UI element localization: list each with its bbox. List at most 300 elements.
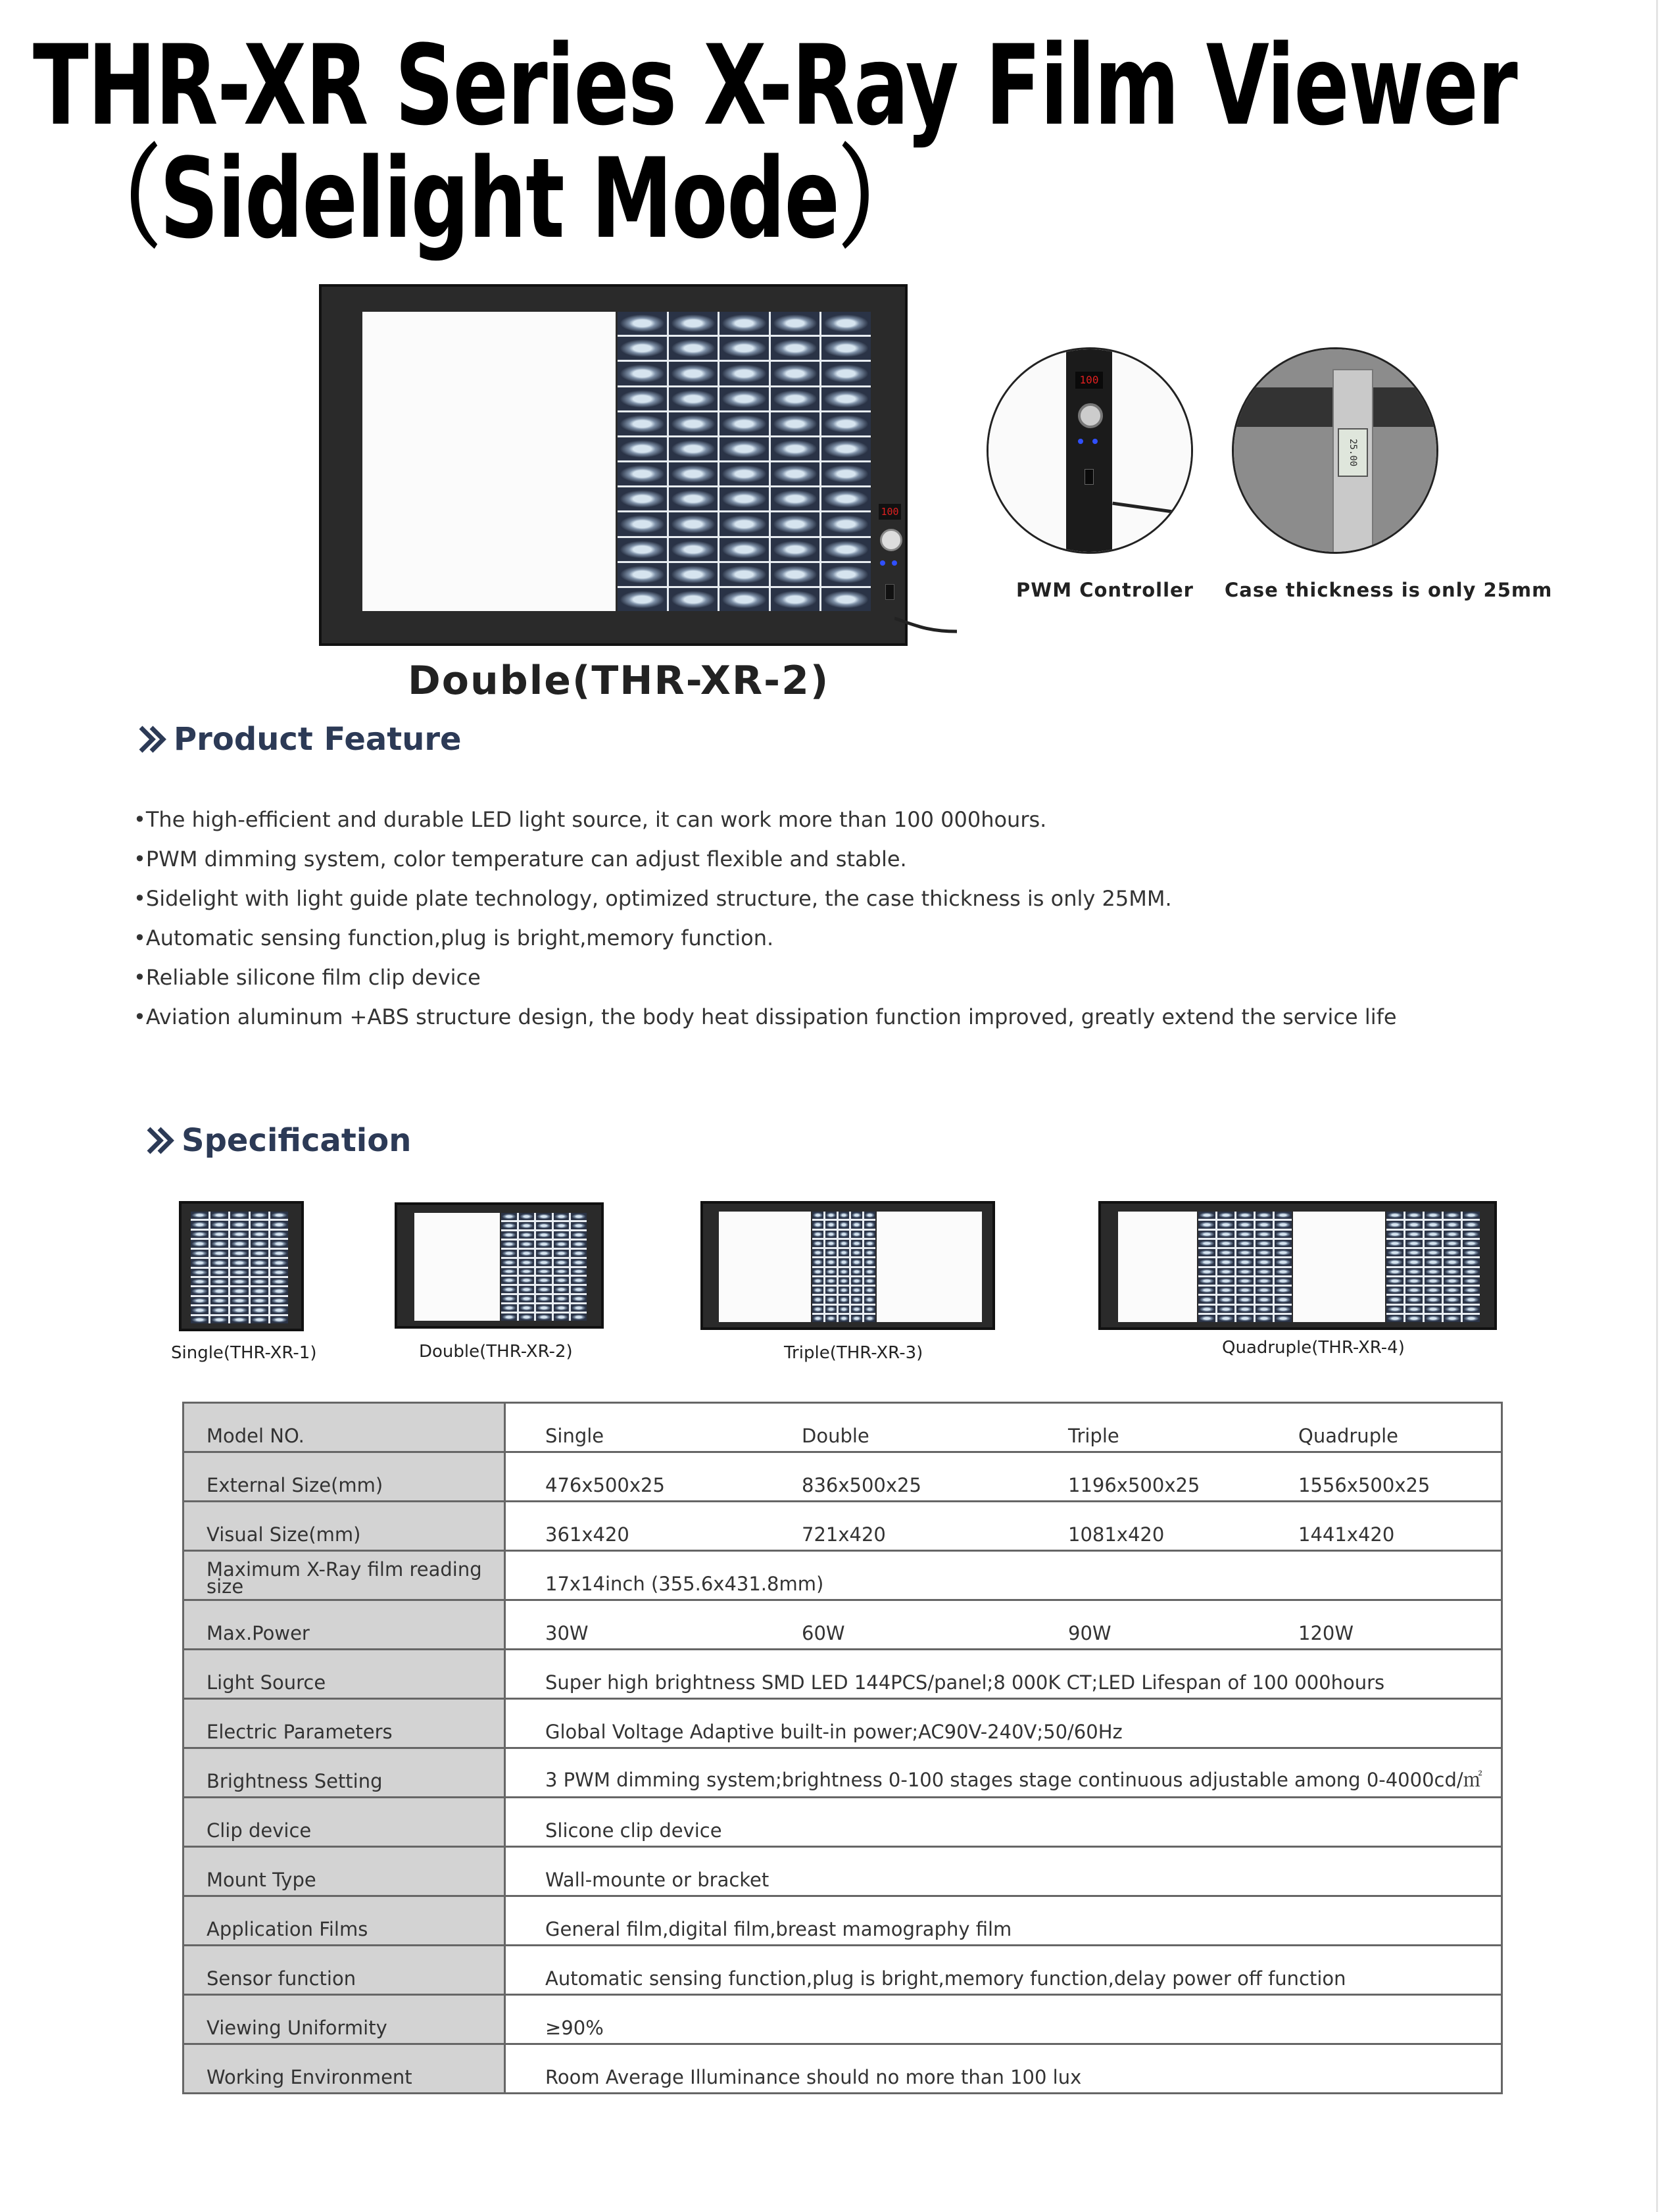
film-frame: [1425, 1221, 1442, 1228]
film-frame: [1217, 1268, 1234, 1275]
power-cord: [894, 605, 960, 645]
film-frame: [825, 1221, 837, 1228]
film-frame: [251, 1287, 268, 1294]
film-frame: [864, 1231, 875, 1238]
film-frame: [536, 1259, 552, 1266]
film-frame: [864, 1258, 875, 1266]
spec-value-cell: [505, 1502, 1502, 1551]
feature-item: •Reliable silicone film clip device: [134, 965, 481, 990]
spec-value: 721x420: [802, 1523, 886, 1546]
spec-value: 476x500x25: [545, 1474, 665, 1496]
film-frame: [251, 1297, 268, 1304]
spec-value: 836x500x25: [802, 1474, 921, 1496]
film-frame: [669, 512, 718, 535]
film-frame: [1236, 1231, 1254, 1238]
film-frame: [812, 1231, 823, 1238]
film-frame: [618, 512, 667, 535]
spec-label: External Size(mm): [183, 1452, 505, 1502]
pwm-controller-image: [987, 347, 1193, 554]
film-frame: [720, 437, 769, 460]
film-frame: [519, 1314, 535, 1321]
film-frame: [851, 1315, 862, 1322]
model-double-image: [395, 1202, 604, 1329]
film-frame: [501, 1295, 517, 1302]
film-frame: [519, 1286, 535, 1293]
film-frame: [210, 1287, 228, 1294]
spec-value: General film,digital film,breast mamography film: [545, 1918, 1012, 1940]
model-triple-image: [700, 1201, 995, 1330]
film-frame: [1444, 1315, 1461, 1322]
film-frame: [1386, 1231, 1404, 1238]
film-frame: [720, 588, 769, 611]
film-frame: [210, 1240, 228, 1247]
film-frame: [825, 1231, 837, 1238]
film-frame: [1217, 1315, 1234, 1322]
film-frame: [1425, 1287, 1442, 1294]
film-frame: [1236, 1249, 1254, 1256]
film-frame: [618, 362, 667, 385]
film-frame: [851, 1258, 862, 1266]
spec-value: Double: [802, 1425, 869, 1447]
film-frame: [1198, 1231, 1215, 1238]
model-quadruple-image: [1098, 1201, 1497, 1330]
film-frame: [251, 1221, 268, 1228]
product-feature-heading: [138, 721, 462, 758]
film-frame: [554, 1222, 570, 1229]
specification-heading: [146, 1122, 411, 1159]
spec-value-cell: [505, 1847, 1502, 1896]
film-frame: [501, 1213, 517, 1220]
film-frame: [536, 1286, 552, 1293]
spec-label: Clip device: [183, 1798, 505, 1847]
film-frame: [839, 1268, 850, 1275]
film-frame: [1405, 1221, 1423, 1228]
film-frame: [1463, 1221, 1480, 1228]
controller-switch-icon: [1085, 469, 1094, 485]
film-frame: [1405, 1315, 1423, 1322]
film-frame: [1256, 1296, 1273, 1303]
film-frame: [720, 412, 769, 435]
film-frame: [1425, 1268, 1442, 1275]
film-frame: [270, 1221, 288, 1228]
film-frame: [821, 512, 871, 535]
double-chevron-icon: [138, 725, 170, 754]
film-frame: [191, 1297, 208, 1304]
film-frame: [571, 1295, 587, 1302]
film-frame: [839, 1212, 850, 1219]
film-frame: [1198, 1287, 1215, 1294]
spec-value: Quadruple: [1298, 1425, 1398, 1447]
film-frame: [1444, 1240, 1461, 1247]
film-frame: [501, 1268, 517, 1275]
spec-label: Light Source: [183, 1650, 505, 1699]
film-frame: [812, 1258, 823, 1266]
film-frame: [1444, 1287, 1461, 1294]
film-frame: [270, 1259, 288, 1266]
film-frame: [1386, 1249, 1404, 1256]
film-frame: [251, 1240, 268, 1247]
spec-value-cell: [505, 1798, 1502, 1847]
double-chevron-icon: [146, 1126, 178, 1155]
film-frame: [191, 1231, 208, 1238]
spec-value: 3 PWM dimming system;brightness 0-100 stages stage continuous adjustable among 0-4000cd/㎡: [545, 1769, 1482, 1791]
film-frame: [812, 1268, 823, 1275]
film-frame: [864, 1212, 875, 1219]
film-frame: [1444, 1306, 1461, 1313]
film-frame: [821, 362, 871, 385]
table-row: [183, 1896, 1502, 1946]
film-frame: [720, 362, 769, 385]
film-frame: [1236, 1315, 1254, 1322]
film-frame: [720, 512, 769, 535]
film-frame: [210, 1212, 228, 1219]
film-frame: [821, 337, 871, 360]
hero-caption: Double(THR-XR-2): [408, 658, 830, 704]
film-frame: [1444, 1221, 1461, 1228]
film-frame: [251, 1278, 268, 1285]
film-frame: [554, 1250, 570, 1257]
film-frame: [812, 1212, 823, 1219]
film-frame: [519, 1222, 535, 1229]
film-frame: [669, 412, 718, 435]
film-frame: [669, 487, 718, 510]
film-frame: [771, 487, 820, 510]
film-frame: [1463, 1306, 1480, 1313]
film-frame: [618, 387, 667, 410]
film-frame: [1217, 1258, 1234, 1266]
spec-value: 60W: [802, 1622, 845, 1644]
film-frame: [554, 1213, 570, 1220]
film-frame: [864, 1287, 875, 1294]
film-frame: [1256, 1249, 1273, 1256]
film-frame: [1217, 1296, 1234, 1303]
film-frame: [270, 1278, 288, 1285]
film-frame: [1256, 1240, 1273, 1247]
film-frame: [1198, 1315, 1215, 1322]
film-frame: [1275, 1212, 1292, 1219]
film-frame: [1444, 1212, 1461, 1219]
film-frame: [536, 1250, 552, 1257]
film-frame: [839, 1287, 850, 1294]
spec-value-cell: [505, 1403, 1502, 1452]
film-frame: [839, 1249, 850, 1256]
film-frame: [571, 1213, 587, 1220]
table-row: [183, 1452, 1502, 1502]
film-frame: [1405, 1277, 1423, 1285]
controller-dial-icon: [1078, 403, 1103, 428]
film-frame: [1405, 1258, 1423, 1266]
film-frame: [1256, 1258, 1273, 1266]
film-frame: [191, 1269, 208, 1276]
film-frame: [618, 487, 667, 510]
spec-value-cell: [505, 1995, 1502, 2044]
film-frame: [720, 563, 769, 586]
film-frame: [1217, 1306, 1234, 1313]
film-frame: [501, 1314, 517, 1321]
spec-value: 1081x420: [1068, 1523, 1165, 1546]
film-frame: [618, 563, 667, 586]
film-frame: [1256, 1315, 1273, 1322]
table-row: [183, 1403, 1502, 1452]
film-frame: [571, 1314, 587, 1321]
film-frame: [864, 1277, 875, 1285]
controller-led-icon: [1078, 439, 1083, 444]
film-frame: [1198, 1306, 1215, 1313]
film-frame: [812, 1221, 823, 1228]
film-frame: [1275, 1268, 1292, 1275]
film-frame: [1236, 1296, 1254, 1303]
film-frame: [1236, 1287, 1254, 1294]
film-frame: [1463, 1240, 1480, 1247]
film-frame: [1275, 1258, 1292, 1266]
film-frame: [851, 1231, 862, 1238]
spec-value-cell: [505, 1748, 1502, 1798]
spec-value-cell: [505, 1551, 1502, 1600]
film-frame: [536, 1213, 552, 1220]
film-frame: [270, 1250, 288, 1257]
case-thickness-caption: Case thickness is only 25mm: [1225, 579, 1553, 601]
spec-label: Visual Size(mm): [183, 1502, 505, 1551]
controller-display: 100: [1075, 372, 1103, 389]
film-frame: [669, 362, 718, 385]
film-frame: [571, 1222, 587, 1229]
spec-value: Room Average Illuminance should no more than 100 lux: [545, 2066, 1082, 2088]
film-frame: [270, 1231, 288, 1238]
film-frame: [1198, 1221, 1215, 1228]
film-frame: [771, 362, 820, 385]
film-frame: [1198, 1258, 1215, 1266]
film-frame: [1405, 1296, 1423, 1303]
spec-value: Wall-mounte or bracket: [545, 1869, 769, 1891]
spec-label: Working Environment: [183, 2044, 505, 2094]
film-frame: [1275, 1315, 1292, 1322]
film-frame: [1217, 1277, 1234, 1285]
film-frame: [571, 1259, 587, 1266]
film-frame: [1386, 1212, 1404, 1219]
film-frame: [618, 588, 667, 611]
page-edge-line: [1656, 0, 1658, 2212]
spec-value-cell: [505, 1946, 1502, 1995]
case-thickness-image: [1232, 347, 1438, 554]
film-frame: [669, 337, 718, 360]
film-frame: [821, 437, 871, 460]
spec-label: Model NO.: [183, 1403, 505, 1452]
film-frame: [839, 1231, 850, 1238]
spec-value-cell: [505, 1650, 1502, 1699]
spec-label: Sensor function: [183, 1946, 505, 1995]
film-frame: [1256, 1221, 1273, 1228]
film-frame: [851, 1221, 862, 1228]
hero-viewer-image: [319, 284, 908, 646]
film-frame: [210, 1306, 228, 1314]
film-frame: [1275, 1296, 1292, 1303]
spec-value-cell: [505, 1600, 1502, 1650]
film-frame: [501, 1259, 517, 1266]
film-frame: [825, 1258, 837, 1266]
spec-label: Max.Power: [183, 1600, 505, 1650]
film-frame: [1444, 1277, 1461, 1285]
feature-item: •Automatic sensing function,plug is bright,memory function.: [134, 925, 774, 950]
film-frame: [571, 1286, 587, 1293]
film-frame: [1198, 1249, 1215, 1256]
film-frame: [669, 312, 718, 335]
film-frame: [1236, 1240, 1254, 1247]
film-frame: [554, 1268, 570, 1275]
film-frame: [230, 1287, 248, 1294]
feature-item: •Aviation aluminum +ABS structure design, the body heat dissipation function improved, greatly extend the service life: [134, 1004, 1397, 1029]
film-frame: [191, 1212, 208, 1219]
film-frame: [1217, 1240, 1234, 1247]
film-frame: [864, 1240, 875, 1247]
film-frame: [618, 412, 667, 435]
product-feature-title: Product Feature: [174, 721, 462, 758]
film-frame: [864, 1268, 875, 1275]
film-frame: [230, 1250, 248, 1257]
film-frame: [210, 1250, 228, 1257]
film-frame: [1198, 1240, 1215, 1247]
film-frame: [1198, 1296, 1215, 1303]
film-frame: [501, 1304, 517, 1312]
film-frame: [1425, 1296, 1442, 1303]
film-frame: [191, 1259, 208, 1266]
table-row: [183, 1600, 1502, 1650]
film-frame: [210, 1278, 228, 1285]
spec-value: Slicone clip device: [545, 1819, 722, 1842]
film-frame: [571, 1241, 587, 1248]
film-frame: [210, 1221, 228, 1228]
hero-film-grid: [618, 312, 871, 611]
spec-value: 90W: [1068, 1622, 1111, 1644]
film-frame: [825, 1306, 837, 1313]
spec-label: Application Films: [183, 1896, 505, 1946]
film-frame: [519, 1259, 535, 1266]
film-frame: [825, 1212, 837, 1219]
film-frame: [812, 1287, 823, 1294]
film-frame: [1275, 1221, 1292, 1228]
film-frame: [554, 1295, 570, 1302]
film-frame: [554, 1259, 570, 1266]
film-frame: [536, 1241, 552, 1248]
spec-label: Viewing Uniformity: [183, 1995, 505, 2044]
film-frame: [812, 1296, 823, 1303]
film-frame: [191, 1316, 208, 1323]
film-frame: [851, 1249, 862, 1256]
table-row: [183, 1995, 1502, 2044]
film-frame: [1275, 1287, 1292, 1294]
spec-value-cell: [505, 1699, 1502, 1748]
film-frame: [1463, 1315, 1480, 1322]
table-row: [183, 1551, 1502, 1600]
film-frame: [1386, 1221, 1404, 1228]
film-frame: [821, 387, 871, 410]
film-frame: [1386, 1315, 1404, 1322]
table-row: [183, 1798, 1502, 1847]
film-frame: [1386, 1306, 1404, 1313]
film-frame: [771, 412, 820, 435]
controller-led-icon: [1092, 439, 1098, 444]
film-frame: [501, 1231, 517, 1239]
film-frame: [230, 1297, 248, 1304]
film-frame: [1198, 1212, 1215, 1219]
film-frame: [1444, 1296, 1461, 1303]
film-frame: [812, 1240, 823, 1247]
film-frame: [771, 312, 820, 335]
film-frame: [191, 1221, 208, 1228]
film-frame: [519, 1268, 535, 1275]
film-frame: [519, 1250, 535, 1257]
film-frame: [839, 1277, 850, 1285]
film-frame: [669, 563, 718, 586]
film-frame: [864, 1221, 875, 1228]
film-frame: [618, 337, 667, 360]
page-subtitle: （Sidelight Mode）: [79, 134, 920, 263]
hero-led-icon: [880, 560, 885, 566]
film-frame: [812, 1277, 823, 1285]
feature-list: [134, 800, 1397, 1037]
film-frame: [191, 1278, 208, 1285]
film-frame: [851, 1306, 862, 1313]
spec-value-cell: [505, 1452, 1502, 1502]
spec-value: 17x14inch (355.6x431.8mm): [545, 1573, 824, 1595]
spec-value: 1556x500x25: [1298, 1474, 1430, 1496]
film-frame: [519, 1277, 535, 1284]
film-frame: [821, 588, 871, 611]
film-frame: [1425, 1240, 1442, 1247]
film-frame: [851, 1277, 862, 1285]
film-frame: [1198, 1277, 1215, 1285]
film-frame: [501, 1277, 517, 1284]
film-frame: [851, 1212, 862, 1219]
film-frame: [1236, 1212, 1254, 1219]
film-frame: [864, 1315, 875, 1322]
film-frame: [191, 1287, 208, 1294]
feature-item: •PWM dimming system, color temperature can adjust flexible and stable.: [134, 847, 907, 872]
model-single-image: [179, 1201, 304, 1331]
film-frame: [839, 1221, 850, 1228]
film-frame: [1275, 1231, 1292, 1238]
film-frame: [825, 1287, 837, 1294]
film-frame: [1275, 1277, 1292, 1285]
film-frame: [1386, 1296, 1404, 1303]
film-frame: [1256, 1277, 1273, 1285]
film-frame: [771, 462, 820, 485]
film-frame: [1405, 1249, 1423, 1256]
film-frame: [821, 312, 871, 335]
film-frame: [1217, 1212, 1234, 1219]
film-frame: [230, 1212, 248, 1219]
hero-display: 100: [879, 504, 901, 520]
hero-dial-icon: [880, 529, 902, 551]
film-frame: [1405, 1212, 1423, 1219]
film-frame: [251, 1259, 268, 1266]
spec-label: Mount Type: [183, 1847, 505, 1896]
film-frame: [501, 1250, 517, 1257]
film-frame: [1236, 1268, 1254, 1275]
film-frame: [210, 1316, 228, 1323]
film-frame: [1386, 1240, 1404, 1247]
film-frame: [571, 1250, 587, 1257]
model-quadruple-caption: Quadruple(THR-XR-4): [1222, 1338, 1405, 1358]
film-frame: [839, 1258, 850, 1266]
film-frame: [1425, 1212, 1442, 1219]
film-frame: [1217, 1249, 1234, 1256]
film-frame: [864, 1249, 875, 1256]
film-frame: [536, 1314, 552, 1321]
film-frame: [669, 462, 718, 485]
film-frame: [1444, 1268, 1461, 1275]
film-frame: [771, 588, 820, 611]
hero-light-panel: [362, 312, 616, 611]
